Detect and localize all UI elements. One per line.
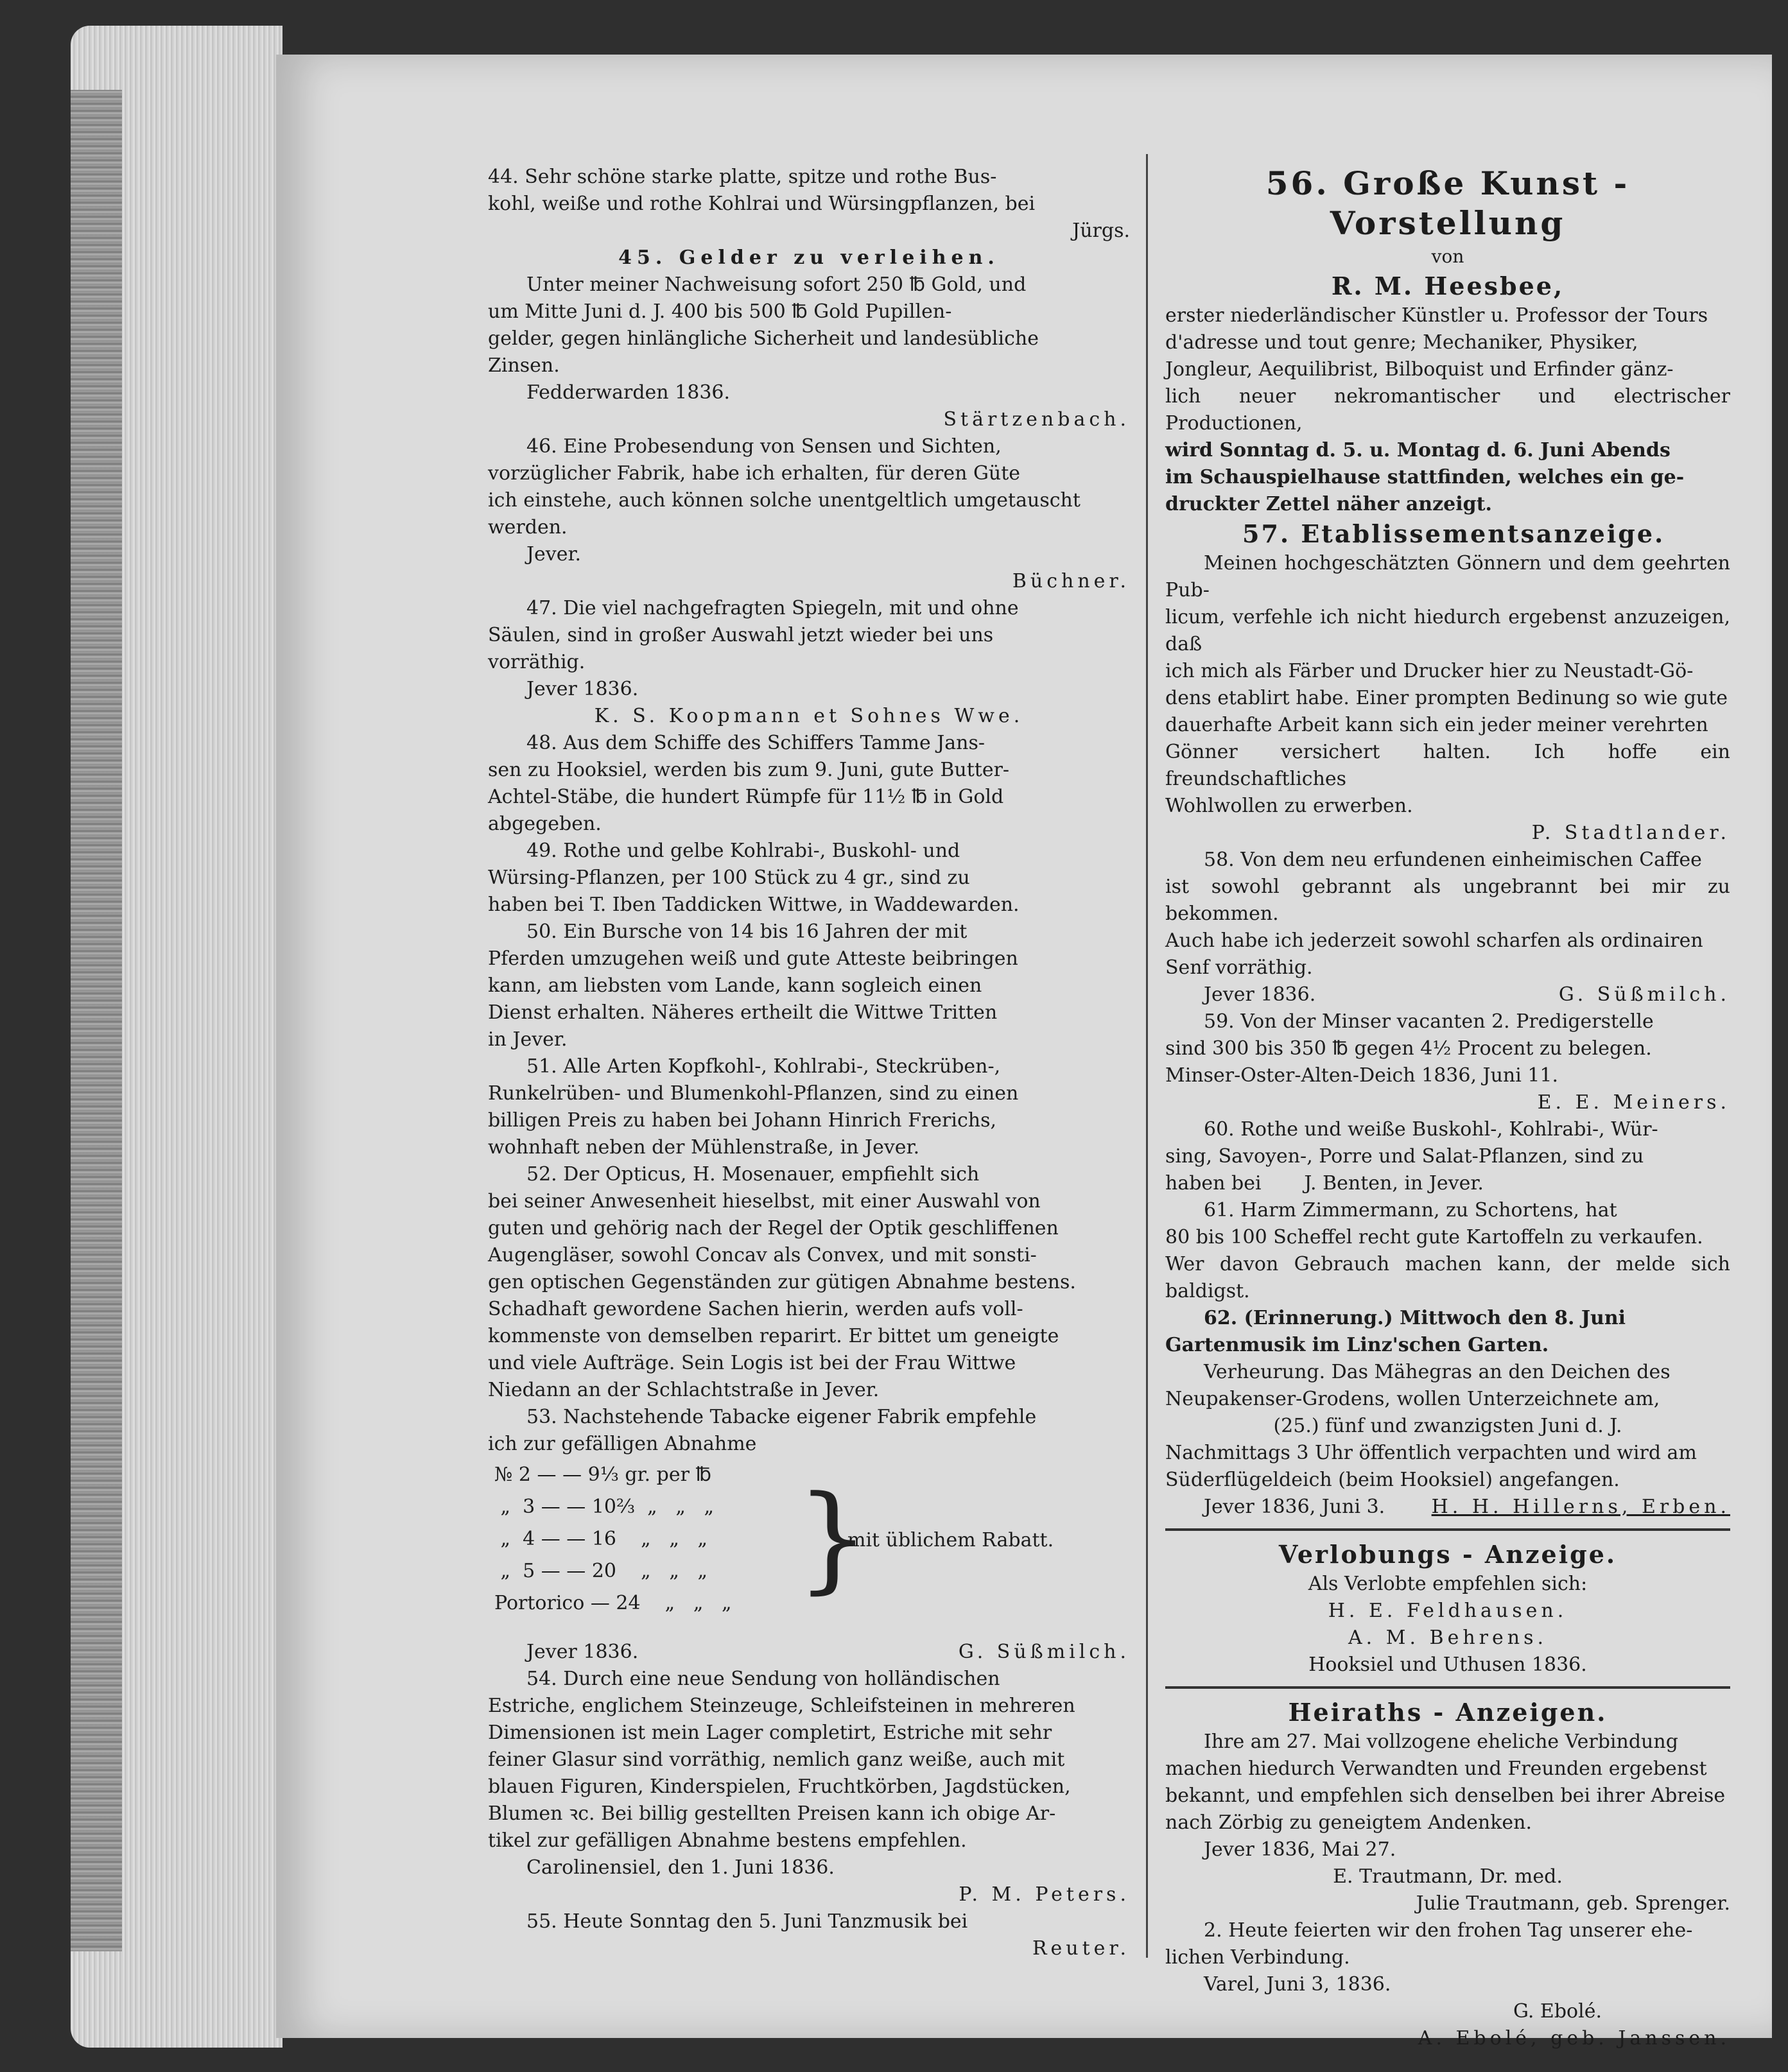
notice-53: 53. Nachstehende Tabacke eigener Fabrik empfehle ich zur gefälligen Abnahme № 2 — — 9⅓ gr. per ℔ „ 3 — — 10⅔ „ „ „ „ 4 — — 16 „ „ „ „ 5 — — 20 „ „ „ Portorico — 24 „ „ „ } mit üblichem Rabatt. Jever 1836. G. Süßmilch. [488,1404,1130,1666]
notice-62: 62. (Erinnerung.) Mittwoch den 8. Juni Gartenmusik im Linz'schen Garten. [1165,1307,1626,1356]
marriage-announcements: Heiraths - Anzeigen. Ihre am 27. Mai vollzogene eheliche Verbindung machen hiedurch Verwandten und Freunden ergebenst bekannt, und empfehlen sich denselben bei ihrer Abreise nach Zörbig zu geneigtem Andenken. Jever 1836, Mai 27. E. Trautmann, Dr. med. Julie Trautmann, geb. Sprenger. 2. Heute feierten wir den frohen Tag unserer ehe- lichen Verbindung. Varel, Juni 3, 1836. G. Ebolé. A. Ebolé, geb. Janssen. [1165,1696,1730,2052]
brace-glyph: } [796,1471,870,1605]
engagement-announcement: Verlobungs - Anzeige. Als Verlobte empfehlen sich: H. E. Feldhausen. A. M. Behrens. Hooksiel und Uthusen 1836. [1165,1539,1730,1679]
tobacco-note: mit üblichem Rabatt. [847,1529,1054,1551]
notice-heading: 57. Etablissementsanzeige. [1242,519,1665,548]
signature: Stärtzenbach. [943,408,1130,431]
signature: G. Süßmilch. [1558,983,1730,1006]
notice-45: 45. Gelder zu verleihen. Unter meiner Nachweisung sofort 250 ℔ Gold, und um Mitte Juni d. J. 400 bis 500 ℔ Gold Pupillen- gelder, gegen hinlängliche Sicherheit und landesübliche Zinsen. Fedderwarden 1836. Stärtzenbach. [488,245,1130,433]
notice-55: 55. Heute Sonntag den 5. Juni Tanzmusik bei Reuter. [488,1908,1130,1962]
notice-48: 48. Aus dem Schiffe des Schiffers Tamme Jans- sen zu Hooksiel, werden bis zum 9. Juni, gute Butter- Achtel-Stäbe, die hundert Rümpfe für 11½ ℔ in Gold abgegeben. [488,732,1010,835]
section-divider [1165,1528,1730,1531]
signature: P. Stadtlander. [1531,822,1730,844]
notice-60: 60. Rothe und weiße Buskohl-, Kohlrabi-, Wür- sing, Savoyen-, Porre und Salat-Pflanzen, sind zu haben bei J. Benten, in Jever. [1165,1118,1658,1195]
notice-47: 47. Die viel nachgefragten Spiegeln, mit und ohne Säulen, sind in großer Auswahl jetzt wieder bei uns vorräthig. Jever 1836. K. S. Koopmann et Sohnes Wwe. [488,595,1130,730]
notice-heading: 56. Große Kunst - Vorstellung [1265,164,1630,242]
section-heading: Verlobungs - Anzeige. [1278,1540,1617,1569]
tobacco-row: № 2 — — 9⅓ gr. per ℔ [494,1463,712,1486]
section-heading: Heiraths - Anzeigen. [1288,1698,1608,1727]
book-spine [71,90,122,1951]
signature: A. Ebolé, geb. Janssen. [1418,2027,1730,2050]
notice-51: 51. Alle Arten Kopfkohl-, Kohlrabi-, Steckrüben-, Runkelrüben- und Blumenkohl-Pflanzen, sind zu einen billigen Preis zu haben bei Johann Hinrich Frerichs, wohnhaft neben der Mühlenstraße, in Jever. [488,1055,1019,1159]
signature: K. S. Koopmann et Sohnes Wwe. [594,705,1024,727]
signature: Büchner. [1012,570,1130,592]
tobacco-price-table [488,1462,1130,1635]
notice-54: 54. Durch eine neue Sendung von holländischen Estriche, englichem Steinzeuge, Schleifsteinen in mehreren Dimensionen ist mein Lager completirt, Estriche mit sehr feiner Glasur sind vorräthig, nemlich ganz weiße, auch mit blauen Figuren, Kinderspielen, Fruchtkörben, Jagdstücken, Blumen ꝛc. Bei billig gestellten Preisen kann ich obige Ar- tikel zur gefälligen Abnahme bestens empfehlen. Carolinensiel, den 1. Juni 1836. P. M. Peters. [488,1666,1130,1908]
signature: E. E. Meiners. [1537,1091,1730,1114]
column-divider [1146,154,1148,1958]
notice-heading: 45. Gelder zu verleihen. [618,246,1000,269]
right-column [1165,164,1730,2052]
tobacco-row: „ 3 — — 10⅔ „ „ „ [494,1496,715,1518]
notice-52: 52. Der Opticus, H. Mosenauer, empfiehlt sich bei seiner Anwesenheit hieselbst, mit einer Auswahl von guten und gehörig nach der Regel der Optik geschliffenen Augengläser, sowohl Concav als Convex, und mit sonsti- gen optischen Gegenständen zur gütigen Abnahme bestens. Schadhaft gewordene Sachen hierin, werden aufs voll- kommenste von demselben reparirt. Er bittet um geneigte und viele Aufträge. Sein Logis ist bei der Frau Wittwe Niedann an der Schlachtstraße in Jever. [488,1163,1076,1401]
signature: P. M. Peters. [959,1883,1130,1906]
tobacco-row: „ 4 — — 16 „ „ „ [494,1528,708,1550]
notice-46: 46. Eine Probesendung von Sensen und Sichten, vorzüglicher Fabrik, habe ich erhalten, für deren Güte ich einstehe, auch können solche unentgeltlich umgetauscht werden. Jever. Büchner. [488,433,1130,595]
tobacco-row: Portorico — 24 „ „ „ [494,1592,732,1614]
notice-59: 59. Von der Minser vacanten 2. Predigerstelle sind 300 bis 350 ℔ gegen 4½ Procent zu belegen. Minser-Oster-Alten-Deich 1836, Juni 11. E. E. Meiners. [1165,1008,1730,1116]
signature: Julie Trautmann, geb. Sprenger. [1416,1892,1730,1915]
notice-49: 49. Rothe und gelbe Kohlrabi-, Buskohl- und Würsing-Pflanzen, per 100 Stück zu 4 gr., sind zu haben bei T. Iben Taddicken Wittwe, in Waddewarden. [488,840,1020,916]
notice-44: 44. Sehr schöne starke platte, spitze und rothe Bus- kohl, weiße und rothe Kohlrai und Würsingpflanzen, bei Jürgs. [488,166,1130,242]
notice-verheurung: Verheurung. Das Mähegras an den Deichen des Neupakenser-Grodens, wollen Unterzeichnete am, (25.) fünf und zwanzigsten Juni d. J. Nachmittags 3 Uhr öffentlich verpachten und wird am Süderflügeldeich (beim Hooksiel) angefangen. Jever 1836, Juni 3. H. H. Hillerns, Erben. [1165,1359,1730,1521]
left-column [488,164,1130,1962]
notice-57: 57. Etablissementsanzeige. Meinen hochgeschätzten Gönnern und dem geehrten Pub- licum, verfehle ich nicht hiedurch ergebenst anzuzeigen, daß ich mich als Färber und Drucker hier zu Neustadt-Gö- dens etablirt habe. Einer prompten Bedinung so wie gute dauerhafte Arbeit kann sich ein jeder meiner verehrten Gönner versichert halten. Ich hoffe ein freundschaftliches Wohlwollen zu erwerben. P. Stadtlander. [1165,518,1730,847]
section-divider [1165,1686,1730,1689]
notice-56: 56. Große Kunst - Vorstellung von R. M. Heesbee, erster niederländischer Künstler u. Professor der Tours d'adresse und tout genre; Mechaniker, Physiker, Jongleur, Aequilibrist, Bilboquist und Erfinder gänz- lich neuer nekromantischer und electrischer Productionen, wird Sonntag d. 5. u. Montag d. 6. Juni Abends im Schauspielhause stattfinden, welches ein ge- druckter Zettel näher anzeigt. [1165,164,1730,515]
tobacco-row: „ 5 — — 20 „ „ „ [494,1560,708,1582]
signature: E. Trautmann, Dr. med. [1333,1865,1563,1888]
notice-58: 58. Von dem neu erfundenen einheimischen Caffee ist sowohl gebrannt als ungebrannt bei mir zu bekommen. Auch habe ich jederzeit sowohl scharfen als ordinairen Senf vorräthig. Jever 1836. G. Süßmilch. [1165,847,1730,1008]
signature: G. Ebolé. [1513,2000,1602,2023]
signature: Reuter. [1032,1937,1130,1960]
notice-61: 61. Harm Zimmermann, zu Schortens, hat 80 bis 100 Scheffel recht gute Kartoffeln zu verkaufen. Wer davon Gebrauch machen kann, der melde sich baldigst. [1165,1199,1730,1302]
notice-50: 50. Ein Bursche von 14 bis 16 Jahren der mit Pferden umzugehen weiß und gute Atteste beibringen kann, am liebsten vom Lande, kann sogleich einen Dienst erhalten. Näheres ertheilt die Wittwe Tritten in Jever. [488,920,1018,1051]
signature: G. Süßmilch. [958,1641,1130,1663]
signature: H. H. Hillerns, Erben. [1431,1496,1730,1518]
